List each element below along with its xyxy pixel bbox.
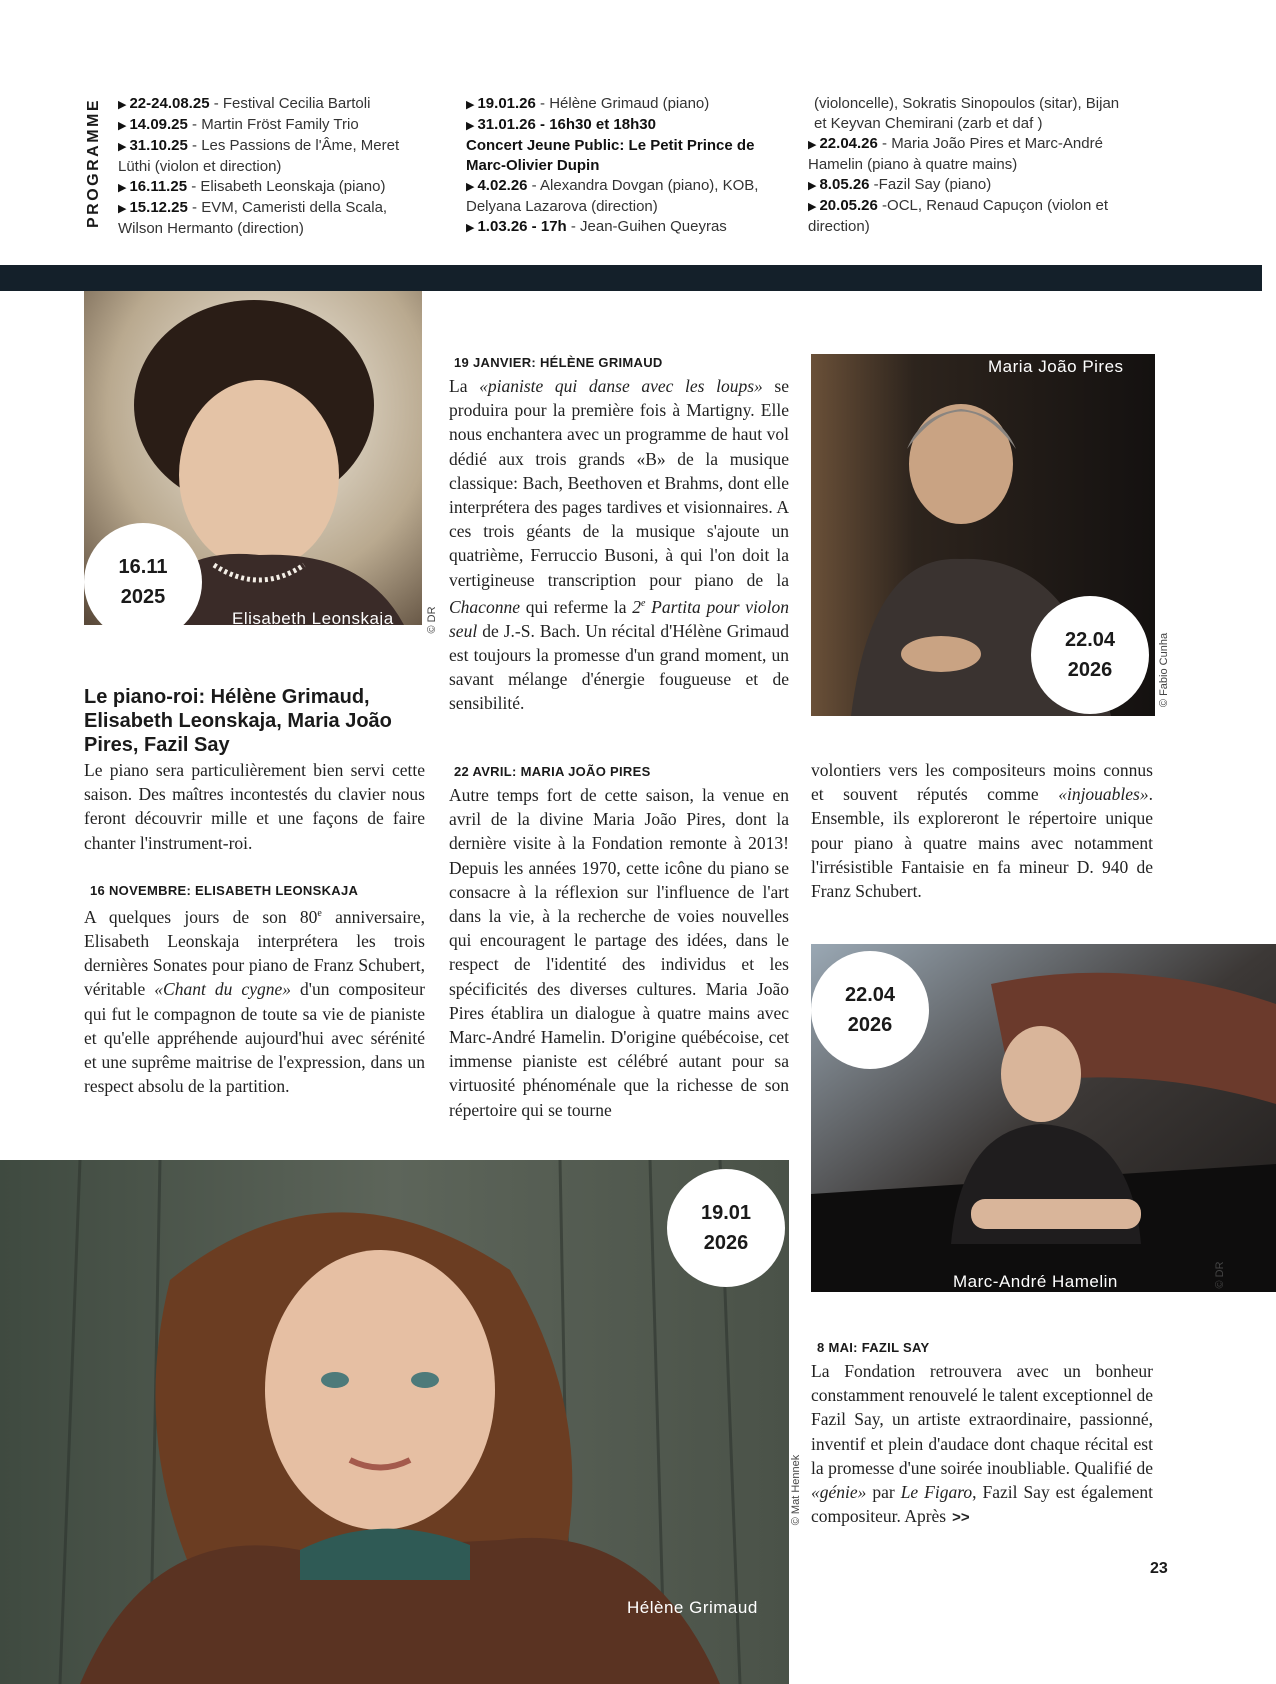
triangle-bullet-icon: ▶: [466, 120, 475, 132]
programme-item: Concert Jeune Public: Le Petit Prince de Marc-Olivier Dupin: [466, 137, 755, 174]
caption-pires: Maria João Pires: [988, 357, 1124, 376]
date-badge-pires: 22.04 2026: [1031, 596, 1149, 714]
triangle-bullet-icon: ▶: [808, 201, 817, 213]
programme-column-2: [466, 94, 796, 238]
programme-item: (violoncelle), Sokratis Sinopoulos (sitar), Bijan et Keyvan Chemirani (zarb et daf ): [814, 95, 1120, 132]
credit-grimaud: © Mat Hennek: [790, 1454, 802, 1526]
credit-leonskaja: © DR: [426, 606, 438, 634]
triangle-bullet-icon: ▶: [118, 203, 127, 215]
programme-item: ▶ 16.11.25 - Elisabeth Leonskaja (piano): [118, 178, 386, 195]
section-body-leonskaja: A quelques jours de son 80e anniversaire, Elisabeth Leonskaja interprétera les trois dernières Sonates pour piano de Franz Schubert, véritable «Chant du cygne» d'un compositeur qui fut le compagnon de toute sa vie de pianiste et qu'elle appréhende aujourd'hui avec sérénité et une suprême maitrise de l'expression, dans un respect absolu de la partition.: [84, 906, 426, 1097]
programme-column-1: [118, 94, 418, 239]
page-number: 23: [1150, 1560, 1168, 1577]
section-body-grimaud: La «pianiste qui danse avec les loups» se produira pour la première fois à Martigny. Elle nous enchantera avec un programme de haut vol dédié aux trois grands «B» de la musique classique: Bach, Beethoven et Brahms, dont elle interprétera des pages tardives et visionnaires. A ces trois géants de la musique s'ajoute un quatrième, Ferruccio Busoni, à qui l'on doit la vertigineuse transcription pour piano de la Chaconne qui referme la 2e Partita pour violon seul de J.-S. Bach. Un récital d'Hélène Grimaud est toujours la promesse d'un grand moment, un savant mélange d'énergie fougueuse et de sensibilité.: [449, 376, 790, 714]
date-badge-hamelin: 22.04 2026: [811, 951, 929, 1069]
triangle-bullet-icon: ▶: [118, 182, 127, 194]
triangle-bullet-icon: ▶: [118, 141, 127, 153]
article-intro: Le piano sera particulièrement bien servi cette saison. Des maîtres incontestés du clavier nous feront découvrir mille et une façons de faire chanter l'instrument-roi.: [84, 760, 425, 853]
programme-item: ▶ 8.05.26 -Fazil Say (piano): [808, 176, 992, 193]
credit-pires: © Fabio Cunha: [1158, 632, 1170, 708]
triangle-bullet-icon: ▶: [118, 99, 127, 111]
programme-label: PROGRAMME: [85, 97, 102, 228]
programme-item: ▶ 20.05.26 -OCL, Renaud Capuçon (violon et direction): [808, 197, 1108, 235]
programme-item: ▶ 4.02.26 - Alexandra Dovgan (piano), KOB, Delyana Lazarova (direction): [466, 177, 759, 215]
triangle-bullet-icon: ▶: [466, 99, 475, 111]
programme-item: ▶ 1.03.26 - 17h - Jean-Guihen Queyras: [466, 218, 727, 235]
section-head-leonskaja: 16 NOVEMBRE: ELISABETH LEONSKAJA: [90, 883, 359, 898]
programme-item: ▶ 14.09.25 - Martin Fröst Family Trio: [118, 116, 359, 133]
section-body-fazil-say: La Fondation retrouvera avec un bonheur constamment renouvelé le talent exceptionnel de Fazil Say, un artiste extraordinaire, passionné, inventif et plein d'audace dont chaque récital est la promesse d'une soirée inoubliable. Qualifié de «génie» par Le Figaro, Fazil Say est également compositeur. Après >>: [811, 1361, 1153, 1527]
date-badge-grimaud: 19.01 2026: [667, 1169, 785, 1287]
caption-leonskaja: Elisabeth Leonskaja: [232, 609, 394, 628]
programme-column-3: [808, 94, 1128, 237]
article-title: Le piano-roi: Hélène Grimaud, Elisabeth Leonskaja, Maria João Pires, Fazil Say: [84, 686, 392, 756]
date-badge-leonskaja: 16.11 2025: [84, 523, 202, 641]
programme-item: ▶ 15.12.25 - EVM, Cameristi della Scala, Wilson Hermanto (direction): [118, 199, 388, 237]
triangle-bullet-icon: ▶: [808, 180, 817, 192]
triangle-bullet-icon: ▶: [118, 120, 127, 132]
triangle-bullet-icon: ▶: [466, 222, 475, 234]
section-head-grimaud: 19 JANVIER: HÉLÈNE GRIMAUD: [454, 355, 663, 370]
programme-item: ▶ 22.04.26 - Maria João Pires et Marc-André Hamelin (piano à quatre mains): [808, 135, 1103, 173]
triangle-bullet-icon: ▶: [808, 139, 817, 151]
section-head-pires: 22 AVRIL: MARIA JOÃO PIRES: [454, 764, 651, 779]
programme-item: ▶ 19.01.26 - Hélène Grimaud (piano): [466, 95, 710, 112]
programme-item: ▶ 22-24.08.25 - Festival Cecilia Bartoli: [118, 95, 371, 112]
section-body-pires: Autre temps fort de cette saison, la venue en avril de la divine Maria João Pires, dont la dernière visite à la Fondation remonte à 2013! Depuis les années 1970, cette icône du piano se consacre à la réflexion sur l'influence de l'art dans la vie, à la recherche de voies nouvelles qui encouragent le partage des idées, dans le respect de l'identité des individus et les spécificités des diverses cultures. Maria João Pires établira un dialogue à quatre mains avec Marc-André Hamelin. D'origine québécoise, cet immense pianiste est célébré autant pour sa virtuosité phénoménale que la richesse de son répertoire qui se tourne: [449, 785, 789, 1120]
programme-item: ▶ 31.01.26 - 16h30 et 18h30: [466, 116, 656, 133]
continued-arrow-icon: >>: [952, 1509, 970, 1527]
section-head-fazil-say: 8 MAI: FAZIL SAY: [817, 1340, 930, 1355]
caption-grimaud: Hélène Grimaud: [627, 1598, 758, 1617]
programme-item: ▶ 31.10.25 - Les Passions de l'Âme, Meret Lüthi (violon et direction): [118, 137, 400, 175]
caption-hamelin: Marc-André Hamelin: [953, 1272, 1118, 1291]
credit-hamelin: © DR: [1214, 1261, 1226, 1289]
section-body-pires-continued: volontiers vers les compositeurs moins connus et souvent réputés comme «injouables». Ensemble, ils exploreront le répertoire unique pour piano à quatre mains avec notamment l'irrésistible Fantaisie en fa mineur D. 940 de Franz Schubert.: [811, 760, 1153, 902]
triangle-bullet-icon: ▶: [466, 181, 475, 193]
